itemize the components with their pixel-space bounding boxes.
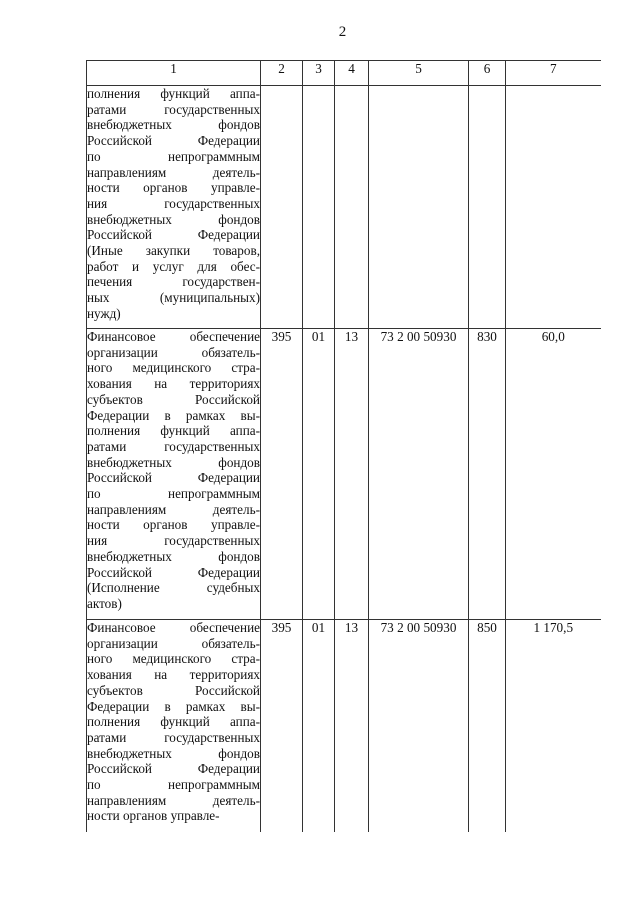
description-line: ния государственных [87, 195, 260, 211]
description-line: организации обязатель- [87, 344, 260, 360]
subsection-cell: 13 [335, 620, 369, 833]
description-line: Российской Федерации [87, 761, 260, 777]
description-line: ности органов управле- [87, 808, 220, 824]
description-line: ного медицинского стра- [87, 360, 260, 376]
amount-cell [506, 86, 601, 329]
page-number: 2 [338, 24, 347, 40]
description-line: Федерации в рамках вы- [87, 407, 260, 423]
column-header: 3 [303, 61, 335, 86]
admin-code-cell: 395 [261, 620, 303, 833]
description-line: (Иные закупки товаров, [87, 243, 260, 259]
description-line: ния государственных [87, 533, 260, 549]
table-row [87, 329, 601, 620]
expense-type-cell [469, 86, 506, 329]
description-line: ратами государственных [87, 438, 260, 454]
row-description [87, 620, 261, 833]
amount-cell: 1 170,5 [506, 620, 601, 833]
description-line: Российской Федерации [87, 564, 260, 580]
expense-type-cell: 850 [469, 620, 506, 833]
column-header: 5 [369, 61, 469, 86]
budget-table [86, 60, 601, 832]
admin-code-cell: 395 [261, 329, 303, 620]
description-line: Российской Федерации [87, 133, 260, 149]
description-line: по непрограммным [87, 486, 260, 502]
description-line: внебюджетных фондов [87, 745, 260, 761]
description-line: ности органов управле- [87, 517, 260, 533]
description-line: внебюджетных фондов [87, 211, 260, 227]
section-cell: 01 [303, 329, 335, 620]
description-line: хования на территориях [87, 376, 260, 392]
header-row [87, 61, 601, 86]
description-line: направлениям деятель- [87, 164, 260, 180]
description-line: субъектов Российской [87, 391, 260, 407]
table-row [87, 86, 601, 329]
description-line: ных (муниципальных) [87, 290, 260, 306]
column-header: 4 [335, 61, 369, 86]
section-cell: 01 [303, 620, 335, 833]
description-line: Финансовое обеспечение [87, 329, 260, 344]
description-line: по непрограммным [87, 777, 260, 793]
description-line: ратами государственных [87, 101, 260, 117]
admin-code-cell [261, 86, 303, 329]
row-description [87, 86, 261, 329]
description-line: субъектов Российской [87, 682, 260, 698]
description-line: хования на территориях [87, 667, 260, 683]
description-line: нужд) [87, 305, 121, 321]
description-line: Российской Федерации [87, 227, 260, 243]
subsection-cell [335, 86, 369, 329]
row-description [87, 329, 261, 620]
description-line: Финансовое обеспечение [87, 620, 260, 635]
description-line: направлениям деятель- [87, 501, 260, 517]
expense-type-cell: 830 [469, 329, 506, 620]
column-header: 7 [506, 61, 601, 86]
column-header: 1 [87, 61, 261, 86]
amount-cell: 60,0 [506, 329, 601, 620]
description-line: направлениям деятель- [87, 792, 260, 808]
subsection-cell: 13 [335, 329, 369, 620]
description-line: организации обязатель- [87, 635, 260, 651]
description-line: внебюджетных фондов [87, 117, 260, 133]
description-line: внебюджетных фондов [87, 548, 260, 564]
description-line: (Исполнение судебных [87, 580, 260, 596]
description-line: ного медицинского стра- [87, 651, 260, 667]
description-line: по непрограммным [87, 148, 260, 164]
target-item-cell: 73 2 00 50930 [369, 620, 469, 833]
description-line: полнения функций аппа- [87, 86, 260, 101]
target-item-cell [369, 86, 469, 329]
description-line: Федерации в рамках вы- [87, 698, 260, 714]
description-line: печения государствен- [87, 274, 260, 290]
description-line: Российской Федерации [87, 470, 260, 486]
description-line: ности органов управле- [87, 180, 260, 196]
column-header: 2 [261, 61, 303, 86]
description-line: работ и услуг для обес- [87, 258, 260, 274]
table-row [87, 620, 601, 833]
section-cell [303, 86, 335, 329]
target-item-cell: 73 2 00 50930 [369, 329, 469, 620]
description-line: ратами государственных [87, 729, 260, 745]
description-line: внебюджетных фондов [87, 454, 260, 470]
description-line: полнения функций аппа- [87, 714, 260, 730]
description-line: актов) [87, 595, 122, 611]
column-header: 6 [469, 61, 506, 86]
description-line: полнения функций аппа- [87, 423, 260, 439]
